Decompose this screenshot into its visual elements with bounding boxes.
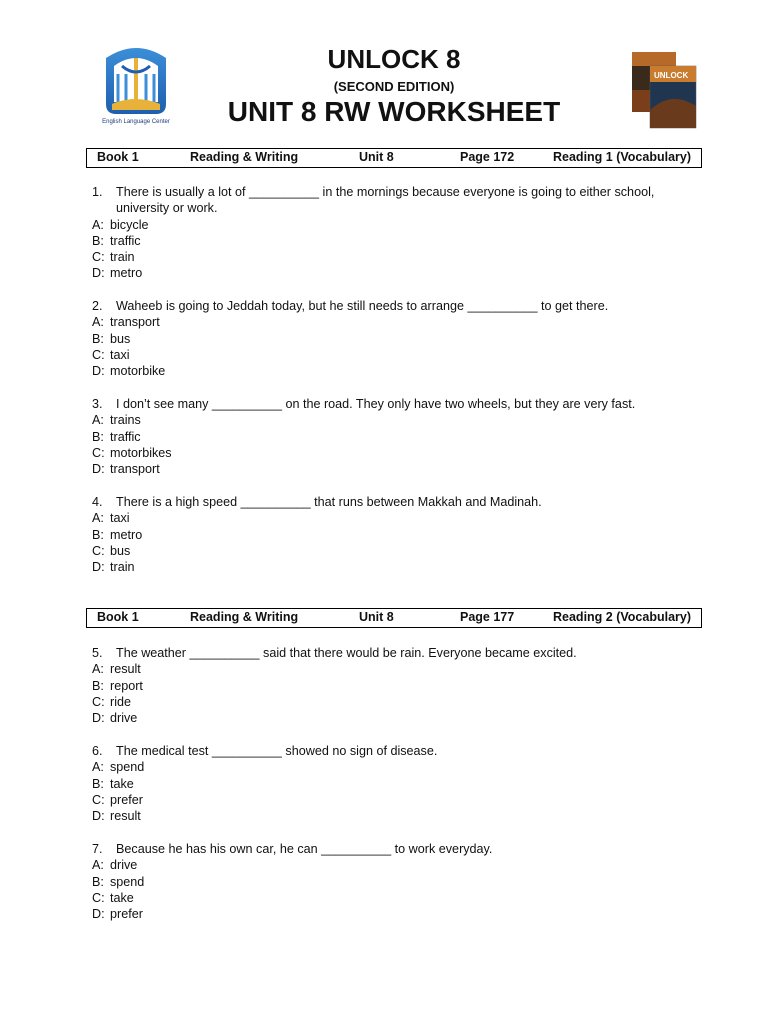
question-text: The medical test __________ showed no sign of disease. <box>116 744 438 758</box>
option-d[interactable]: D: train <box>92 560 135 575</box>
option-c[interactable]: C: bus <box>92 543 131 558</box>
option-d[interactable]: D: metro <box>92 266 143 281</box>
option-d[interactable]: D: transport <box>92 462 160 477</box>
option-a[interactable]: A: transport <box>92 315 160 330</box>
question-7 <box>92 841 692 922</box>
option-d[interactable]: D: drive <box>92 711 138 726</box>
question-4 <box>92 494 692 575</box>
option-b[interactable]: B: metro <box>92 527 143 542</box>
question-text: There is usually a lot of __________ in the mornings because everyone is going to either school, university or work. <box>116 185 655 216</box>
option-b[interactable]: B: take <box>92 776 134 791</box>
question-text: The weather __________ said that there would be rain. Everyone became excited. <box>116 646 577 660</box>
option-a[interactable]: A: spend <box>92 760 145 775</box>
question-number: 4. <box>92 495 103 509</box>
question-3 <box>92 396 692 477</box>
reading-label: Reading 1 (Vocabulary) <box>553 150 691 164</box>
option-b[interactable]: B: report <box>92 678 143 693</box>
book-label: Book 1 <box>97 150 139 164</box>
question-text: I don’t see many __________ on the road. They only have two wheels, but they are very fast. <box>116 397 636 411</box>
option-c[interactable]: C: prefer <box>92 792 143 807</box>
option-b[interactable]: B: spend <box>92 874 145 889</box>
logo-caption: English Language Center <box>102 119 170 125</box>
option-b[interactable]: B: traffic <box>92 233 141 248</box>
edition-label: (SECOND EDITION) <box>333 79 455 94</box>
question-text: Waheeb is going to Jeddah today, but he still needs to arrange __________ to get there. <box>116 299 609 313</box>
option-c[interactable]: C: taxi <box>92 347 130 362</box>
question-number: 3. <box>92 397 103 411</box>
option-c[interactable]: C: take <box>92 890 134 905</box>
reading-label: Reading 2 (Vocabulary) <box>553 610 691 624</box>
book-label: Book 1 <box>97 610 139 624</box>
section-info-bar <box>86 608 702 628</box>
skill-label: Reading & Writing <box>190 150 299 164</box>
question-text: Because he has his own car, he can __________ to work everyday. <box>116 842 493 856</box>
option-a[interactable]: A: drive <box>92 858 138 873</box>
option-d[interactable]: D: result <box>92 809 141 824</box>
option-a[interactable]: A: result <box>92 662 141 677</box>
page-label: Page 172 <box>460 150 515 164</box>
option-c[interactable]: C: ride <box>92 694 131 709</box>
worksheet-title: UNIT 8 RW WORKSHEET <box>227 96 561 127</box>
unit-label: Unit 8 <box>359 150 394 164</box>
question-number: 5. <box>92 646 103 660</box>
option-a[interactable]: A: bicycle <box>92 217 149 232</box>
question-number: 2. <box>92 299 103 313</box>
option-b[interactable]: B: bus <box>92 331 131 346</box>
option-d[interactable]: D: prefer <box>92 907 143 922</box>
unit-label: Unit 8 <box>359 610 394 624</box>
question-number: 1. <box>92 185 103 199</box>
question-text: There is a high speed __________ that runs between Makkah and Madinah. <box>116 495 542 509</box>
option-c[interactable]: C: train <box>92 250 135 265</box>
question-5 <box>92 645 692 726</box>
section-info-bar <box>86 148 702 168</box>
book-cover-title: UNLOCK <box>654 71 689 80</box>
skill-label: Reading & Writing <box>190 610 299 624</box>
option-d[interactable]: D: motorbike <box>92 364 166 379</box>
question-1 <box>92 184 692 282</box>
question-number: 7. <box>92 842 103 856</box>
question-2 <box>92 298 692 379</box>
option-b[interactable]: B: traffic <box>92 429 141 444</box>
option-a[interactable]: A: taxi <box>92 511 130 526</box>
page-label: Page 177 <box>460 610 515 624</box>
page-title: UNLOCK 8 <box>327 44 461 74</box>
question-6 <box>92 743 692 824</box>
option-c[interactable]: C: motorbikes <box>92 445 172 460</box>
option-a[interactable]: A: trains <box>92 413 141 428</box>
question-number: 6. <box>92 744 103 758</box>
